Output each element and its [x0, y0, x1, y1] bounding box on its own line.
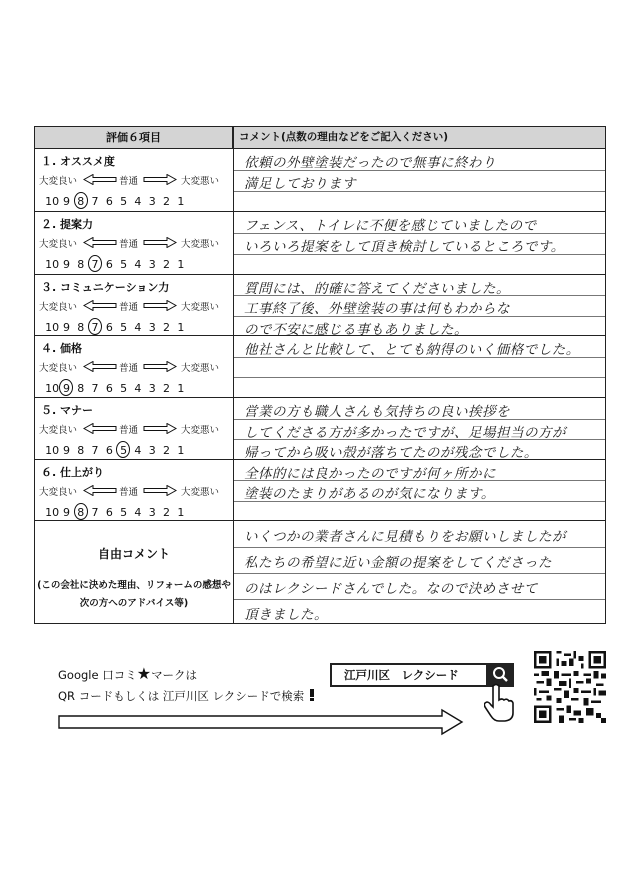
score-option[interactable]: 2	[163, 382, 171, 395]
score-options	[45, 382, 188, 395]
score-option[interactable]: 1	[177, 321, 185, 334]
handwritten-comment: 塗装のたまりがあるのが気になります。	[244, 486, 495, 502]
free-comment-cell[interactable]	[234, 521, 605, 625]
score-option[interactable]: 7	[91, 195, 99, 208]
arrow-left-icon	[83, 423, 117, 434]
score-option[interactable]: 3	[148, 506, 156, 519]
arrow-right-icon	[58, 708, 464, 736]
score-option[interactable]: 10	[45, 506, 60, 519]
google-review-text: Google 口コミ	[58, 668, 137, 682]
score-option[interactable]: 9	[62, 506, 70, 519]
score-option[interactable]: 5	[120, 321, 128, 334]
score-option[interactable]: 1	[177, 444, 185, 457]
star-icon: ★	[136, 664, 152, 683]
score-option-selected[interactable]: 7	[88, 258, 102, 271]
handwritten-comment: 質問には、的確に答えてくださいました。	[244, 281, 510, 297]
score-option[interactable]: 7	[91, 506, 99, 519]
score-options	[45, 506, 188, 519]
score-option[interactable]: 10	[45, 382, 60, 395]
free-comment-title: 自由コメント	[97, 547, 170, 561]
scale-good-label: 大変良い	[39, 363, 78, 374]
score-option[interactable]: 4	[134, 382, 142, 395]
score-option[interactable]: 9	[62, 321, 70, 334]
handwritten-comment: 満足しております	[244, 176, 356, 192]
score-option[interactable]: 7	[91, 382, 99, 395]
arrow-right-icon	[143, 174, 177, 185]
rating-row	[35, 460, 605, 521]
rating-title: ４. 価格	[41, 342, 83, 355]
scale-normal-label: 普通	[119, 302, 139, 313]
arrow-right-icon	[143, 423, 177, 434]
score-option[interactable]: 3	[148, 258, 156, 271]
rating-scale	[39, 484, 229, 498]
rating-title: ６. 仕上がり	[41, 466, 105, 479]
score-option[interactable]: 3	[148, 444, 156, 457]
free-comment-hint-1: (この会社に決めた理由、リフォームの感想や	[37, 580, 231, 591]
scale-good-label: 大変良い	[39, 425, 78, 436]
handwritten-comment: 帰ってから吸い殻が落ちてたのが残念でした。	[244, 445, 538, 461]
score-option-selected[interactable]: 8	[74, 506, 88, 519]
search-box-text: 江戸川区 レクシード	[344, 668, 459, 682]
comment-cell[interactable]	[234, 275, 605, 338]
score-option[interactable]: 9	[62, 195, 70, 208]
scale-good-label: 大変良い	[39, 487, 78, 498]
score-option[interactable]: 6	[105, 321, 113, 334]
handwritten-comment: してくださる方が多かったですが、足場担当の方が	[244, 425, 566, 441]
search-instruction	[58, 688, 316, 704]
score-option[interactable]: 4	[134, 258, 142, 271]
comment-cell[interactable]	[234, 149, 605, 211]
ruled-line	[234, 547, 605, 548]
rating-scale	[39, 299, 229, 313]
handwritten-comment: フェンス、トイレに不便を感じていましたので	[244, 218, 537, 234]
score-option-selected[interactable]: 7	[88, 321, 102, 334]
handwritten-comment: のはレクシードさんでした。なので決めさせて	[244, 581, 538, 597]
rating-scale	[39, 173, 229, 187]
score-option[interactable]: 7	[91, 444, 99, 457]
score-option[interactable]: 3	[148, 195, 156, 208]
scale-good-label: 大変良い	[39, 176, 78, 187]
score-options	[45, 258, 188, 271]
rating-cell	[35, 275, 233, 335]
score-option[interactable]: 5	[120, 506, 128, 519]
handwritten-comment: 全体的には良かったのですが何ヶ所かに	[244, 466, 496, 482]
score-option[interactable]: 2	[163, 195, 171, 208]
score-option[interactable]: 8	[77, 258, 85, 271]
score-option[interactable]: 1	[177, 382, 185, 395]
form-header	[35, 127, 605, 149]
header-comment-label: コメント(点数の理由などをご記入ください)	[239, 131, 449, 143]
scale-bad-label: 大変悪い	[181, 176, 220, 187]
scale-bad-label: 大変悪い	[181, 425, 220, 436]
ruled-line	[234, 599, 605, 600]
handwritten-comment: 依頼の外壁塗装だったので無事に終わり	[244, 155, 496, 171]
score-option[interactable]: 4	[134, 195, 142, 208]
score-option[interactable]: 8	[77, 321, 85, 334]
rating-cell	[35, 460, 233, 520]
rating-title: ５. マナー	[41, 404, 94, 417]
ruled-line	[234, 573, 605, 574]
handwritten-comment: 工事終了後、外壁塗装の事は何もわからな	[244, 301, 510, 317]
score-option[interactable]: 6	[105, 195, 113, 208]
arrow-left-icon	[83, 174, 117, 185]
rating-scale	[39, 236, 229, 250]
score-option[interactable]: 4	[134, 321, 142, 334]
handwritten-comment: 頂きました。	[244, 607, 328, 623]
exclamation-icon	[308, 689, 316, 701]
rating-title: ２. 提案力	[41, 218, 94, 231]
scale-normal-label: 普通	[119, 239, 139, 250]
google-review-text-2: マークは	[151, 668, 198, 682]
score-option[interactable]: 9	[62, 258, 70, 271]
scale-bad-label: 大変悪い	[181, 363, 220, 374]
score-option-selected[interactable]: 9	[59, 382, 73, 395]
arrow-left-icon	[83, 485, 117, 496]
score-option[interactable]: 6	[105, 382, 113, 395]
comment-cell[interactable]	[234, 398, 605, 459]
score-option[interactable]: 10	[45, 444, 60, 457]
handwritten-comment: 営業の方も職人さんも気持ちの良い挨拶を	[244, 404, 510, 420]
rating-scale	[39, 422, 229, 436]
review-form	[34, 126, 606, 624]
qr-code	[534, 651, 606, 723]
ruled-line	[234, 377, 605, 378]
handwritten-comment: いろいろ提案をして頂き検討しているところです。	[244, 239, 565, 255]
score-option[interactable]: 1	[177, 506, 185, 519]
arrow-left-icon	[83, 237, 117, 248]
score-option[interactable]: 3	[148, 321, 156, 334]
scale-bad-label: 大変悪い	[181, 239, 220, 250]
scale-good-label: 大変良い	[39, 239, 78, 250]
handwritten-comment: いくつかの業者さんに見積もりをお願いしましたが	[244, 529, 566, 545]
scale-bad-label: 大変悪い	[181, 487, 220, 498]
score-option[interactable]: 4	[134, 444, 142, 457]
score-options	[45, 321, 188, 334]
score-options	[45, 195, 188, 208]
rating-cell	[35, 398, 233, 459]
rating-scale	[39, 360, 229, 374]
rating-row	[35, 398, 605, 460]
free-comment-hint-2: 次の方へのアドバイス等)	[79, 598, 189, 609]
score-option[interactable]: 10	[45, 258, 60, 271]
scale-normal-label: 普通	[119, 425, 139, 436]
search-instruction-text: QR コードもしくは 江戸川区 レクシードで検索	[58, 689, 305, 703]
scale-normal-label: 普通	[119, 363, 139, 374]
rating-title: １. オススメ度	[41, 155, 115, 168]
scale-bad-label: 大変悪い	[181, 302, 220, 313]
score-options	[45, 444, 188, 457]
score-option[interactable]: 2	[163, 506, 171, 519]
arrow-left-icon	[83, 300, 117, 311]
free-comment-row	[35, 521, 605, 625]
comment-cell[interactable]	[234, 460, 605, 520]
scale-normal-label: 普通	[119, 176, 139, 187]
score-option[interactable]: 5	[120, 382, 128, 395]
rating-row	[35, 149, 605, 212]
rating-row	[35, 212, 605, 275]
score-option[interactable]: 4	[134, 506, 142, 519]
score-option[interactable]: 1	[177, 195, 185, 208]
score-option[interactable]: 5	[120, 258, 128, 271]
score-option-selected[interactable]: 5	[116, 444, 130, 457]
rating-row	[35, 275, 605, 336]
handwritten-comment: 私たちの希望に近い金額の提案をしてくださった	[244, 555, 552, 571]
score-option[interactable]: 2	[163, 444, 171, 457]
arrow-right-icon	[143, 300, 177, 311]
handwritten-comment: 他社さんと比較して、とても納得のいく価格でした。	[244, 342, 580, 358]
hand-pointer-icon	[484, 682, 514, 722]
arrow-left-icon	[83, 361, 117, 372]
arrow-right-icon	[143, 237, 177, 248]
rating-cell	[35, 212, 233, 274]
scale-normal-label: 普通	[119, 487, 139, 498]
score-option[interactable]: 2	[163, 258, 171, 271]
rating-cell	[35, 336, 233, 397]
score-option[interactable]: 9	[62, 444, 70, 457]
handwritten-comment: ので不安に感じる事もありました。	[244, 322, 468, 338]
score-option[interactable]: 2	[163, 321, 171, 334]
score-option[interactable]: 6	[105, 506, 113, 519]
header-rating-label: 評価６項目	[35, 127, 233, 148]
scale-good-label: 大変良い	[39, 302, 78, 313]
arrow-right-icon	[143, 361, 177, 372]
comment-cell[interactable]	[234, 212, 605, 274]
rating-row	[35, 336, 605, 398]
score-option[interactable]: 6	[105, 258, 113, 271]
score-option[interactable]: 8	[77, 444, 85, 457]
comment-cell[interactable]	[234, 336, 605, 397]
score-option[interactable]: 10	[45, 195, 60, 208]
score-option[interactable]: 10	[45, 321, 60, 334]
score-option[interactable]: 1	[177, 258, 185, 271]
google-review-note	[58, 664, 197, 683]
arrow-right-icon	[143, 485, 177, 496]
score-option[interactable]: 5	[120, 195, 128, 208]
score-option-selected[interactable]: 8	[74, 195, 88, 208]
rating-title: ３. コミュニケーション力	[41, 281, 170, 294]
score-option[interactable]: 8	[77, 382, 85, 395]
free-comment-label	[35, 521, 233, 625]
rating-cell	[35, 149, 233, 211]
score-option[interactable]: 6	[105, 444, 113, 457]
free-comment-hint	[35, 577, 233, 613]
score-option[interactable]: 3	[148, 382, 156, 395]
